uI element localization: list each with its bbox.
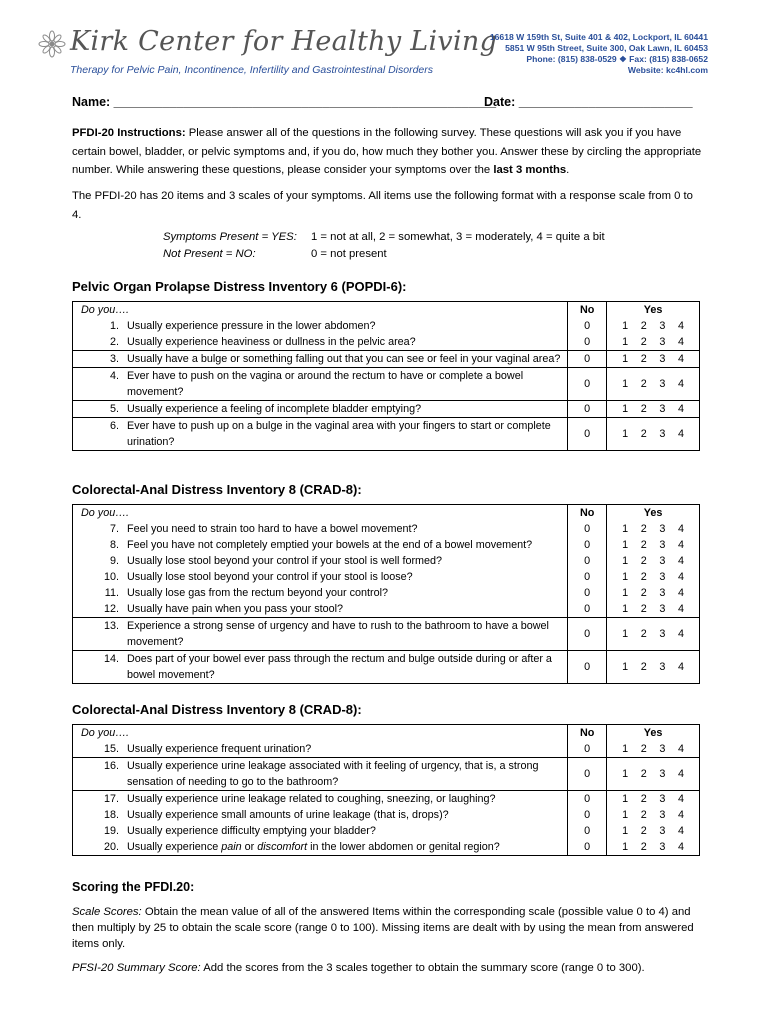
scoring-title: Scoring the PFDI.20: [72,880,195,894]
no-option[interactable]: 0 [568,569,607,585]
question-text: Usually experience pain or discomfort in the lower abdomen or genital region? [127,841,500,853]
no-option[interactable]: 0 [568,334,607,351]
question-text: Ever have to push on the vagina or around the rectum to have or complete a bowel movement? [127,370,524,398]
flower-logo-icon [38,30,66,58]
scale-option-3[interactable]: 3 [659,428,666,440]
question-text: Usually lose stool beyond your control if your stool is well formed? [127,555,443,567]
address-oak-lawn: 5851 W 95th Street, Suite 300, Oak Lawn, IL 60453 [505,43,708,53]
question-row [73,651,700,684]
contact-block [490,32,708,76]
scale-option-3[interactable]: 3 [659,603,666,615]
scale-scores-label: Scale Scores: [72,906,142,918]
scale-option-3[interactable]: 3 [659,768,666,780]
question-text: Usually experience frequent urination? [127,743,312,755]
question-row [73,839,700,856]
question-row [73,318,700,334]
scale-option-3[interactable]: 3 [659,825,666,837]
question-text: Does part of your bowel ever pass through the rectum and bulge outside during or after a bowel movement? [127,653,552,681]
summary-score-label: PFSI-20 Summary Score: [72,962,201,974]
scale-option-1[interactable]: 1 [622,523,629,535]
yes-scale [622,823,684,839]
question-text: Usually have pain when you pass your stool? [127,603,344,615]
yes-scale [622,521,684,537]
scale-option-2[interactable]: 2 [640,841,647,853]
yes-scale [622,537,684,553]
crad-bowel-table [72,504,700,684]
instructions-body-a: Please answer all of the questions in the following survey. These questions will ask you if you have certain bowel, bladder, or pelvic symptoms and, if you do, how much they bother you. Answer these by circling the appropriate number. While answering these questions, please consider your symptoms over the [72,127,702,176]
no-option[interactable]: 0 [568,401,607,418]
question-row [73,823,700,839]
scale-option-4[interactable]: 4 [678,428,685,440]
scale-option-4[interactable]: 4 [678,555,685,567]
no-option[interactable]: 0 [568,839,607,856]
no-option[interactable]: 0 [568,351,607,368]
scale-option-4[interactable]: 4 [678,603,685,615]
question-row [73,351,700,368]
legend-yes-key: Symptoms Present = YES: [163,231,297,243]
question-row [73,401,700,418]
scale-option-2[interactable]: 2 [640,378,647,390]
scale-option-1[interactable]: 1 [622,603,629,615]
question-row [73,553,700,569]
yes-scale [622,318,684,334]
scale-option-2[interactable]: 2 [640,428,647,440]
yes-scale [622,839,684,855]
tagline: Therapy for Pelvic Pain, Incontinence, Infertility and Gastrointestinal Disorders [70,64,434,76]
no-option[interactable]: 0 [568,618,607,651]
no-option[interactable]: 0 [568,521,607,537]
question-text: Usually experience a feeling of incomplete bladder emptying? [127,403,422,415]
scale-option-2[interactable]: 2 [640,628,647,640]
scale-option-2[interactable]: 2 [640,768,647,780]
question-text: Feel you need to strain too hard to have a bowel movement? [127,523,418,535]
section-title-crad-bowel: Colorectal-Anal Distress Inventory 8 (CRAD-8): [72,482,362,497]
question-text: Usually have a bulge or something falling out that you can see or feel in your vaginal area? [127,353,561,365]
question-number: 2. [109,336,119,348]
section-title-popdi: Pelvic Organ Prolapse Distress Inventory 6 (POPDI-6): [72,279,407,294]
yes-scale [622,741,684,757]
scale-option-3[interactable]: 3 [659,320,666,332]
scale-option-3[interactable]: 3 [659,539,666,551]
scale-option-1[interactable]: 1 [622,793,629,805]
scale-option-1[interactable]: 1 [622,809,629,821]
no-option[interactable]: 0 [568,318,607,334]
scale-scores-paragraph [72,904,702,952]
scale-option-3[interactable]: 3 [659,555,666,567]
scale-option-2[interactable]: 2 [640,587,647,599]
scale-option-4[interactable]: 4 [678,809,685,821]
yes-scale [622,585,684,601]
date-field[interactable]: Date: _________________________ [484,95,693,109]
scale-option-2[interactable]: 2 [640,793,647,805]
scale-option-3[interactable]: 3 [659,743,666,755]
scale-option-3[interactable]: 3 [659,571,666,583]
question-text: Ever have to push up on a bulge in the vaginal area with your fingers to start or complete urination? [127,420,551,448]
scale-option-1[interactable]: 1 [622,661,629,673]
scale-option-4[interactable]: 4 [678,743,685,755]
question-number: 10. [103,571,119,583]
question-row [73,791,700,808]
scale-option-1[interactable]: 1 [622,428,629,440]
scale-scores-text: Obtain the mean value of all of the answered Items within the corresponding scale (possible value 0 to 4) and then multiply by 25 to obtain the scale score (range 0 to 100). Missing items are dealt with by using the mean from answered items only. [72,906,694,950]
scale-option-2[interactable]: 2 [640,571,647,583]
summary-score-paragraph [72,960,702,976]
website: Website: kc4hl.com [627,65,708,75]
no-header: No [568,725,607,742]
scale-option-4[interactable]: 4 [678,403,685,415]
no-option[interactable]: 0 [568,807,607,823]
yes-scale [622,426,684,442]
scale-option-4[interactable]: 4 [678,320,685,332]
question-number: 15. [103,743,119,755]
scale-option-1[interactable]: 1 [622,353,629,365]
question-row [73,585,700,601]
phone-fax: Phone: (815) 838-0529 ❖ Fax: (815) 838-0652 [526,54,708,64]
question-text: Experience a strong sense of urgency and have to rush to the bathroom to have a bowel movement? [127,620,549,648]
question-row [73,537,700,553]
scale-option-2[interactable]: 2 [640,555,647,567]
question-number: 17. [103,793,119,805]
scale-option-3[interactable]: 3 [659,587,666,599]
question-number: 16. [103,760,119,772]
no-option[interactable]: 0 [568,791,607,808]
scale-option-3[interactable]: 3 [659,353,666,365]
scale-option-1[interactable]: 1 [622,743,629,755]
section-title-crad-urinary: Colorectal-Anal Distress Inventory 8 (CRAD-8): [72,702,362,717]
scale-option-2[interactable]: 2 [640,403,647,415]
question-row [73,368,700,401]
yes-scale [622,791,684,807]
address-lockport: 16618 W 159th St, Suite 401 & 402, Lockport, IL 60441 [489,32,708,42]
scale-option-1[interactable]: 1 [622,403,629,415]
yes-scale [622,334,684,350]
no-option[interactable]: 0 [568,651,607,684]
question-text: Usually experience urine leakage associated with it feeling of urgency, that is, a strong sensation of needing to go to the bathroom? [127,760,539,788]
name-field[interactable]: Name: _______________________________________________________ [72,95,497,109]
question-number: 5. [109,403,119,415]
scale-option-1[interactable]: 1 [622,768,629,780]
scale-option-3[interactable]: 3 [659,403,666,415]
yes-header: Yes [607,505,700,522]
question-row [73,569,700,585]
no-option[interactable]: 0 [568,741,607,758]
summary-score-text: Add the scores from the 3 scales together to obtain the summary score (range 0 to 300). [200,962,645,974]
scale-option-2[interactable]: 2 [640,320,647,332]
scale-option-1[interactable]: 1 [622,320,629,332]
scale-option-4[interactable]: 4 [678,336,685,348]
question-number: 12. [103,603,119,615]
question-text: Usually lose stool beyond your control if your stool is loose? [127,571,413,583]
scale-option-4[interactable]: 4 [678,825,685,837]
question-number: 20. [103,841,119,853]
scale-option-1[interactable]: 1 [622,555,629,567]
question-number: 8. [109,539,119,551]
question-text: Usually lose gas from the rectum beyond your control? [127,587,389,599]
scale-option-2[interactable]: 2 [640,539,647,551]
scale-option-3[interactable]: 3 [659,841,666,853]
question-text: Feel you have not completely emptied your bowels at the end of a bowel movement? [127,539,533,551]
scale-option-2[interactable]: 2 [640,523,647,535]
question-number: 3. [109,353,119,365]
scale-option-4[interactable]: 4 [678,378,685,390]
question-number: 18. [103,809,119,821]
scale-option-2[interactable]: 2 [640,353,647,365]
question-row [73,618,700,651]
yes-scale [622,401,684,417]
question-row [73,807,700,823]
scale-option-1[interactable]: 1 [622,336,629,348]
legend-yes-value: 1 = not at all, 2 = somewhat, 3 = moderately, 4 = quite a bit [311,231,605,243]
yes-header: Yes [607,302,700,319]
question-row [73,334,700,351]
question-text: Usually experience difficulty emptying your bladder? [127,825,376,837]
yes-scale [622,626,684,642]
yes-scale [622,766,684,782]
yes-header: Yes [607,725,700,742]
question-text: Usually experience small amounts of urine leakage (that is, drops)? [127,809,449,821]
scale-option-2[interactable]: 2 [640,743,647,755]
scale-option-2[interactable]: 2 [640,809,647,821]
instructions-title: PFDI-20 Instructions: [72,127,186,139]
yes-scale [622,351,684,367]
yes-scale [622,807,684,823]
do-you-label: Do you…. [81,304,130,316]
legend-no-key: Not Present = NO: [163,248,256,260]
no-header: No [568,302,607,319]
yes-scale [622,376,684,392]
scale-option-1[interactable]: 1 [622,628,629,640]
question-text: Usually experience urine leakage related to coughing, sneezing, or laughing? [127,793,496,805]
question-number: 11. [104,587,119,599]
question-number: 9. [109,555,119,567]
instructions-emphasis: last 3 months [493,164,567,176]
scale-option-3[interactable]: 3 [659,809,666,821]
question-text: Usually experience heaviness or dullness in the pelvic area? [127,336,416,348]
no-option[interactable]: 0 [568,601,607,618]
scale-option-4[interactable]: 4 [678,571,685,583]
question-number: 13. [103,620,119,632]
scale-option-3[interactable]: 3 [659,336,666,348]
question-row [73,758,700,791]
format-paragraph: The PFDI-20 has 20 items and 3 scales of your symptoms. All items use the following format with a response scale from 0 to 4. [72,190,693,221]
question-number: 14. [103,653,119,665]
scale-option-1[interactable]: 1 [622,539,629,551]
question-row [73,418,700,451]
scale-option-4[interactable]: 4 [678,587,685,599]
question-number: 19. [103,825,119,837]
no-option[interactable]: 0 [568,537,607,553]
scale-option-4[interactable]: 4 [678,841,685,853]
do-you-label: Do you…. [81,507,130,519]
legend-no-value: 0 = not present [311,248,387,260]
no-option[interactable]: 0 [568,585,607,601]
scale-option-3[interactable]: 3 [659,523,666,535]
question-row [73,741,700,758]
scale-option-4[interactable]: 4 [678,628,685,640]
no-option[interactable]: 0 [568,368,607,401]
scale-option-1[interactable]: 1 [622,378,629,390]
question-number: 4. [109,370,119,382]
scale-option-1[interactable]: 1 [622,587,629,599]
yes-scale [622,569,684,585]
org-name: Kirk Center for Healthy Living [70,26,498,57]
question-number: 1. [109,320,119,332]
question-number: 6. [109,420,119,432]
scale-option-1[interactable]: 1 [622,825,629,837]
scale-option-1[interactable]: 1 [622,841,629,853]
scale-option-3[interactable]: 3 [659,793,666,805]
question-text: Usually experience pressure in the lower abdomen? [127,320,376,332]
yes-scale [622,601,684,617]
instructions-body-b: . [566,164,570,176]
scale-option-4[interactable]: 4 [678,768,685,780]
instructions-paragraph [72,124,702,180]
crad-urinary-table [72,724,700,856]
no-header: No [568,505,607,522]
question-row [73,521,700,537]
scale-option-3[interactable]: 3 [659,378,666,390]
question-number: 7. [109,523,119,535]
scale-option-1[interactable]: 1 [622,571,629,583]
scale-option-3[interactable]: 3 [659,628,666,640]
scale-option-4[interactable]: 4 [678,539,685,551]
scale-option-2[interactable]: 2 [640,661,647,673]
no-option[interactable]: 0 [568,418,607,451]
scale-option-4[interactable]: 4 [678,661,685,673]
scale-option-3[interactable]: 3 [659,661,666,673]
yes-scale [622,659,684,675]
scale-option-4[interactable]: 4 [678,793,685,805]
no-option[interactable]: 0 [568,823,607,839]
scale-option-4[interactable]: 4 [678,523,685,535]
scale-option-2[interactable]: 2 [640,336,647,348]
do-you-label: Do you…. [81,727,130,739]
scale-option-2[interactable]: 2 [640,825,647,837]
popdi-table [72,301,700,451]
no-option[interactable]: 0 [568,553,607,569]
no-option[interactable]: 0 [568,758,607,791]
scale-option-2[interactable]: 2 [640,603,647,615]
yes-scale [622,553,684,569]
scale-option-4[interactable]: 4 [678,353,685,365]
question-row [73,601,700,618]
